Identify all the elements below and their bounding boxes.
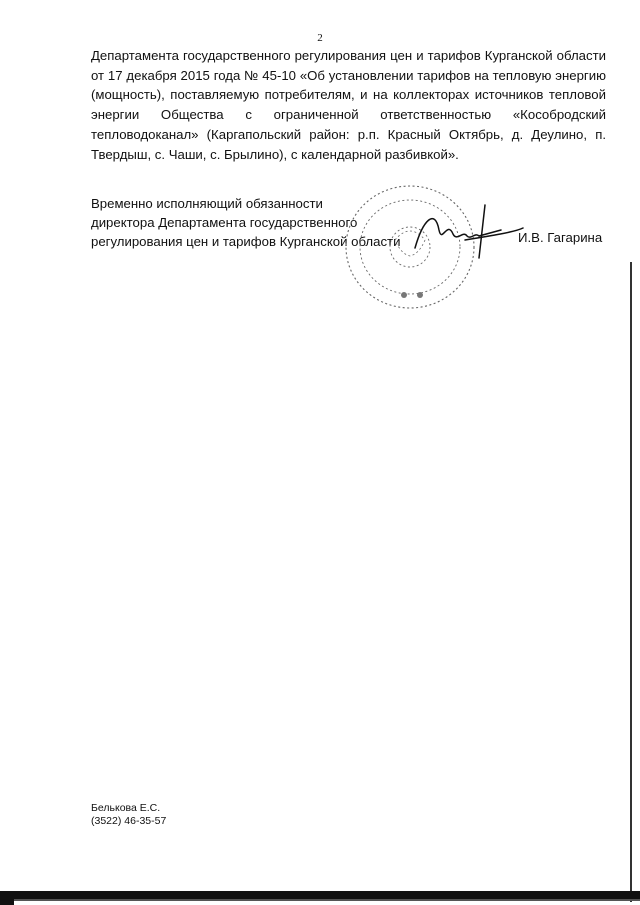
left-corner-mark	[0, 891, 14, 905]
bottom-rule	[0, 891, 640, 899]
handwritten-signature	[405, 200, 525, 260]
right-edge-mark	[630, 262, 632, 902]
body-paragraph: Департамента государственного регулирования цен и тарифов Курганской области от 17 декабря 2015 года № 45-10 «Об установлении тарифов на тепловую энергию (мощность), поставляемую потребителям, и на коллекторах источников тепловой энергии Общества с ограниченной ответственностью «Кособродский тепловодоканал» (Каргапольский район: р.п. Красный Октябрь, д. Деулино, п. Твердыш, с. Чаши, с. Брылино), с календарной разбивкой».	[91, 48, 606, 162]
signer-title-line-1: Временно исполняющий обязанности	[91, 196, 323, 211]
contact-block	[91, 802, 166, 827]
bottom-rule-thin	[0, 899, 640, 901]
signer-title-line-3: регулирования цен и тарифов Курганской области	[91, 234, 401, 249]
signer-name: И.В. Гагарина	[518, 230, 603, 245]
contact-phone: (3522) 46-35-57	[91, 814, 167, 827]
contact-person: Белькова Е.С.	[91, 802, 161, 814]
signer-title-line-2: директора Департамента государственного	[91, 215, 358, 230]
page-number: 2	[317, 32, 323, 44]
